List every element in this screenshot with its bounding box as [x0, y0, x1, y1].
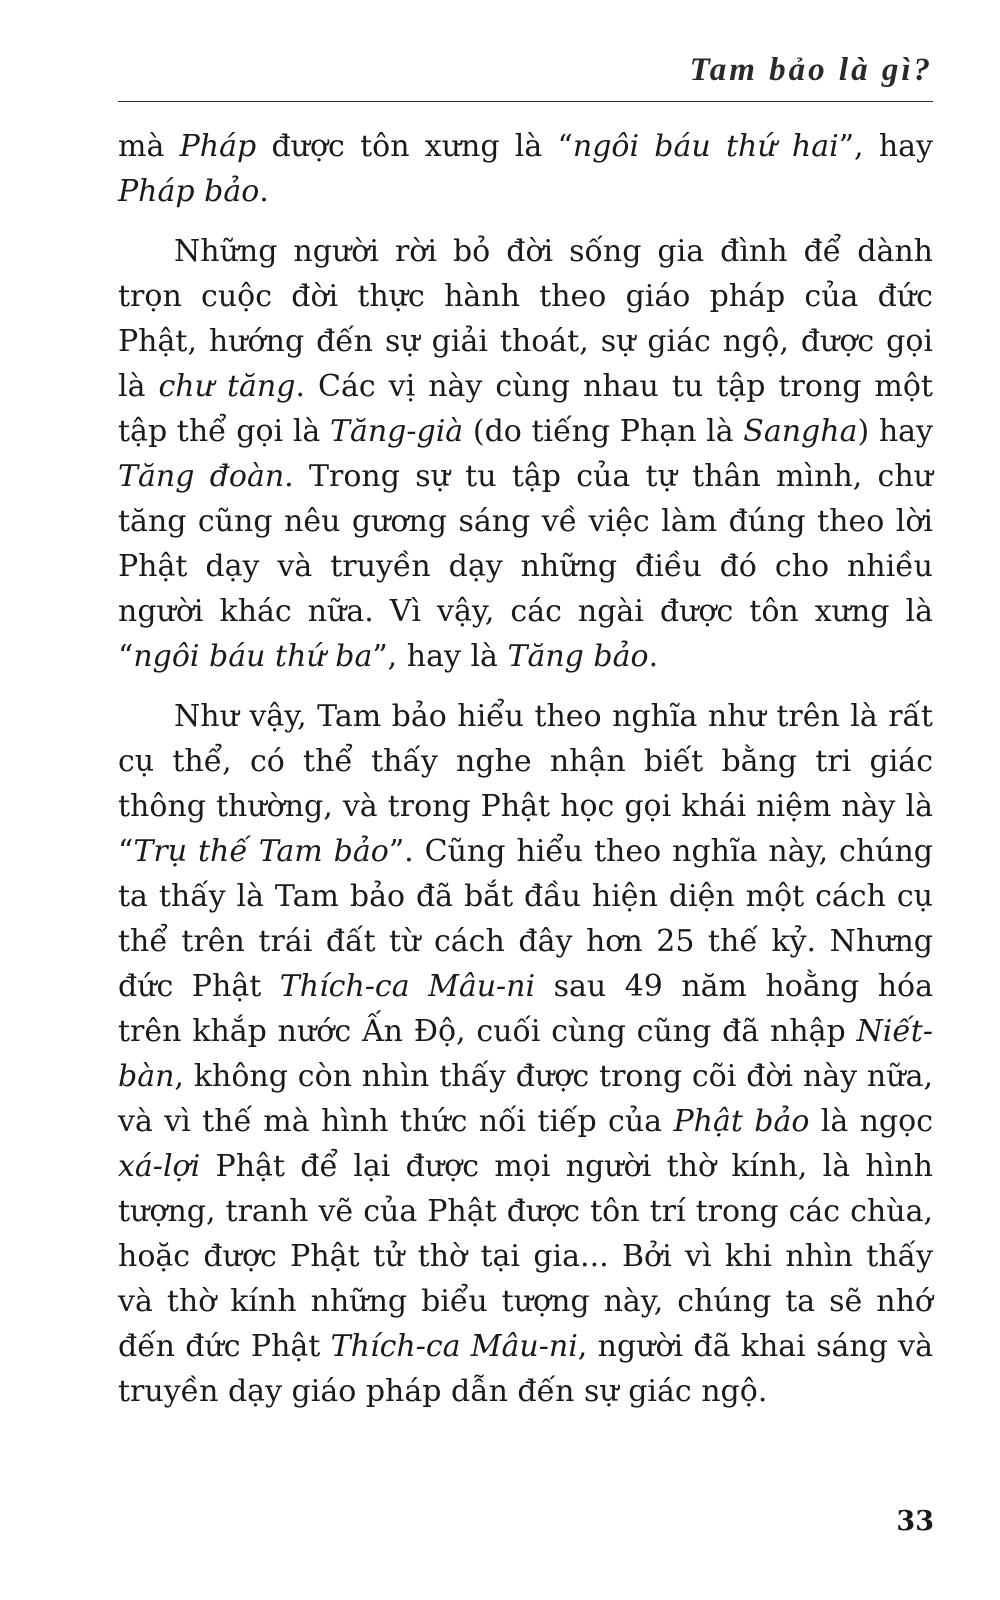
italic-term: Tăng đoàn — [118, 459, 285, 494]
text-run: . — [648, 639, 659, 674]
italic-term: Tăng-già — [329, 414, 464, 449]
header-rule — [118, 101, 933, 102]
italic-term: ngôi báu thứ ba — [133, 639, 373, 674]
text-run: Như vậy, Tam bảo hiểu theo nghĩa như trên là rất cụ thể, có thể thấy nghe nhận biết bằng tri giác thông thường, và trong Phật học gọi khái niệm này là “ — [118, 699, 933, 869]
running-header-title: Tam bảo là gì? — [689, 52, 933, 88]
text-run: được tôn xưng là “ — [256, 129, 573, 164]
text-run: . Trong sự tu tập của tự thân mình, chư tăng cũng nêu gương sáng về việc làm đúng theo lời Phật dạy và truyền dạy những điều đó cho nhiều người khác nữa. Vì vậy, các ngài được tôn xưng là “ — [118, 459, 933, 674]
text-run: sau 49 năm hoằng hóa trên khắp nước Ấn Độ, cuối cùng cũng đã nhập — [118, 969, 933, 1049]
italic-term: Tăng bảo — [507, 639, 649, 674]
italic-term: ngôi báu thứ hai — [572, 129, 839, 164]
text-run: . — [259, 174, 269, 209]
italic-term: Thích-ca Mâu-ni — [279, 969, 536, 1004]
italic-term: xá-lợi — [118, 1149, 201, 1184]
body-text — [118, 124, 933, 1429]
italic-term: Pháp bảo — [118, 174, 260, 209]
paragraph — [118, 124, 933, 214]
text-run: , người đã khai sáng và truyền dạy giáo pháp dẫn đến sự giác ngộ. — [118, 1329, 934, 1409]
italic-term: Niết-bàn — [118, 1014, 933, 1094]
page-number: 33 — [896, 1506, 934, 1537]
text-run: ”, hay là — [372, 639, 508, 674]
italic-term: chư tăng — [158, 369, 296, 404]
text-run: . Các vị này cùng nhau tu tập trong một tập thể gọi là — [118, 369, 933, 449]
italic-term: Sangha — [743, 414, 858, 449]
paragraph — [118, 694, 933, 1414]
italic-term: Pháp — [179, 129, 257, 164]
text-run: là ngọc — [809, 1104, 933, 1139]
text-run: Những người rời bỏ đời sống gia đình để dành trọn cuộc đời thực hành theo giáo pháp của đức Phật, hướng đến sự giải thoát, sự giác ngộ, được gọi là — [118, 234, 933, 404]
italic-term: Thích-ca Mâu-ni — [330, 1329, 578, 1364]
italic-term: Trụ thế Tam bảo — [133, 834, 389, 869]
text-run: mà — [118, 129, 180, 164]
text-run: , không còn nhìn thấy được trong cõi đời này nữa, và vì thế mà hình thức nối tiếp của — [118, 1059, 933, 1139]
paragraph — [118, 229, 933, 679]
text-run: Phật để lại được mọi người thờ kính, là hình tượng, tranh vẽ của Phật được tôn trí trong các chùa, hoặc được Phật tử thờ tại gia... Bởi vì khi nhìn thấy và thờ kính những biểu tượng này, chúng ta sẽ nhớ đến đức Phật — [118, 1149, 933, 1364]
text-run: ) hay — [857, 414, 933, 449]
italic-term: Phật bảo — [673, 1104, 810, 1139]
text-run: (do tiếng Phạn là — [463, 414, 744, 449]
text-run: ”, hay — [838, 129, 933, 164]
text-run: ”. Cũng hiểu theo nghĩa này, chúng ta thấy là Tam bảo đã bắt đầu hiện diện một cách cụ thể trên trái đất từ cách đây hơn 25 thế kỷ. Nhưng đức Phật — [118, 834, 934, 1004]
